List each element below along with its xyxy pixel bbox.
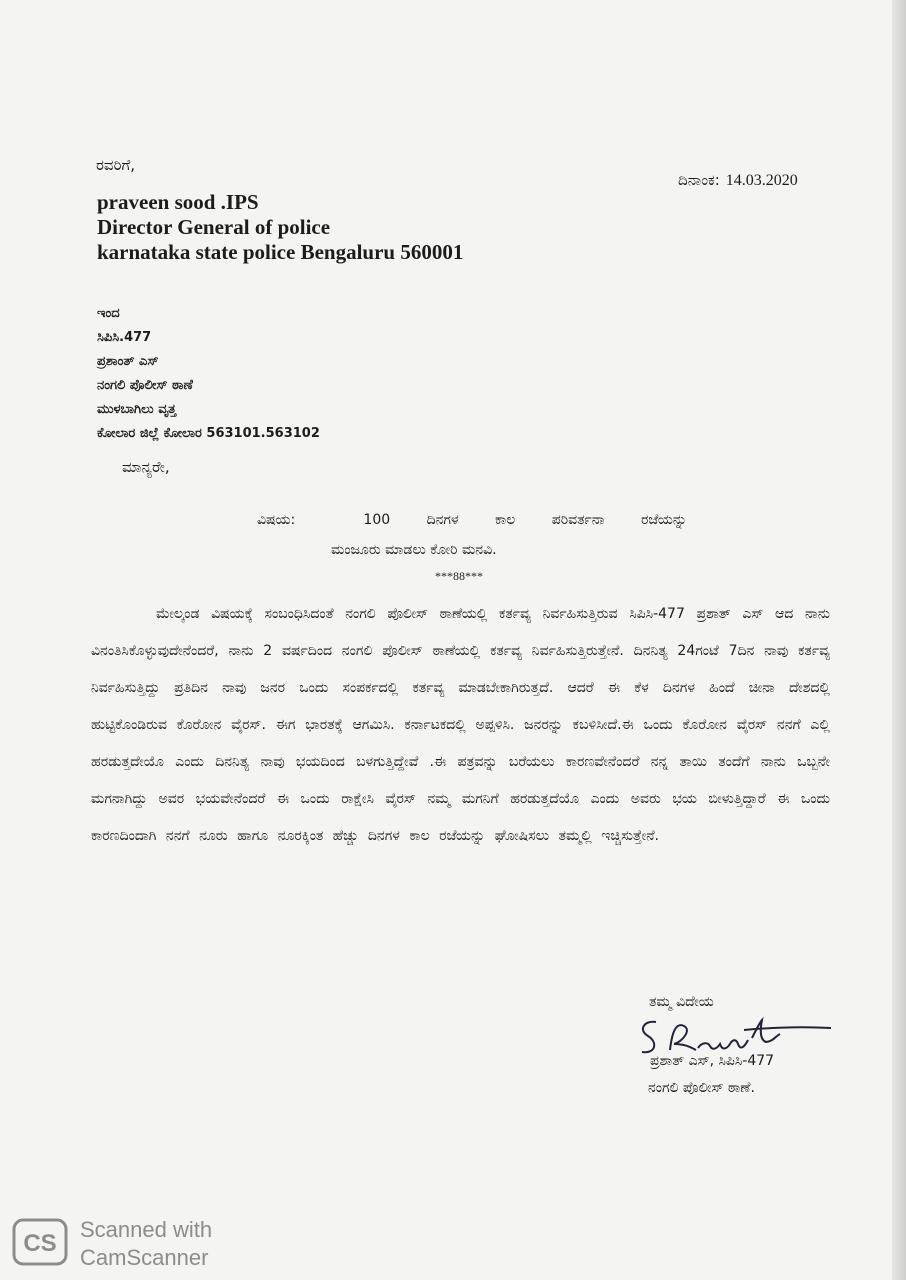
sender-district: ಕೋಲಾರ ಜಿಲ್ಲೆ ಕೋಲಾರ 563101.563102 xyxy=(97,426,320,441)
sender-circle: ಮುಳಬಾಗಿಲು ವೃತ್ತ xyxy=(97,402,177,417)
sender-station: ನಂಗಲಿ ಪೊಲೀಸ್ ಠಾಣೆ xyxy=(97,378,193,393)
sender-from-label: ಇಂದ xyxy=(97,306,120,321)
greeting: ಮಾನ್ಯರೇ, xyxy=(122,458,170,476)
camscanner-logo-text: CS xyxy=(23,1230,57,1257)
subject-word: ರಜೆಯನ್ನು xyxy=(640,512,687,528)
separator: ***88*** xyxy=(435,569,483,583)
subject-line-1 xyxy=(257,505,687,535)
signer-station: ನಂಗಲಿ ಪೊಲೀಸ್ ಠಾಣೆ. xyxy=(648,1080,755,1096)
scan-edge-shadow xyxy=(892,0,906,1280)
subject-block xyxy=(257,505,687,565)
addressee-designation: Director General of police xyxy=(97,215,331,239)
signer-name: ಪ್ರಶಾತ್ ಎಸ್, ಸಿಪಿಸಿ-477 xyxy=(650,1053,775,1069)
sender-id: ಸಿಪಿಸಿ.477 xyxy=(97,330,152,345)
subject-label: ವಿಷಯ: xyxy=(257,512,296,528)
date-label: ದಿನಾಂಕ: xyxy=(678,171,720,189)
subject-word: ಕಾಲ xyxy=(495,512,516,528)
addressee-name: praveen sood .IPS xyxy=(97,190,259,214)
scanner-watermark xyxy=(80,1216,212,1272)
subject-line-2: ಮಂಜೂರು ಮಾಡಲು ಕೋರಿ ಮನವಿ. xyxy=(331,542,497,558)
subject-word: 100 xyxy=(363,512,391,528)
subject-word: ಪರಿವರ್ತನಾ xyxy=(551,512,605,528)
sign-off: ತಮ್ಮ ವಿದೇಯ xyxy=(649,994,714,1010)
sender-block xyxy=(97,302,320,446)
date-line xyxy=(678,171,798,190)
camscanner-logo-icon xyxy=(12,1218,68,1266)
salutation: ರವರಿಗೆ, xyxy=(96,156,135,174)
watermark-line-2: CamScanner xyxy=(80,1245,209,1270)
watermark-line-1: Scanned with xyxy=(80,1217,213,1242)
sender-name: ಪ್ರಶಾಂತ್ ಎಸ್ xyxy=(97,354,159,369)
addressee-block xyxy=(97,190,463,265)
date-value: 14.03.2020 xyxy=(725,172,798,189)
addressee-address: karnataka state police Bengaluru 560001 xyxy=(97,240,464,264)
letter-body: ಮೇಲ್ಕಂಡ ವಿಷಯಕ್ಕೆ ಸಂಬಂಧಿಸಿದಂತೆ ನಂಗಲಿ ಪೊಲೀಸ್ ಠಾಣೆಯಲ್ಲಿ ಕರ್ತವ್ಯ ನಿರ್ವಹಿಸುತ್ತಿರುವ ಸಿಪಿಸಿ-477 ಪ್ರಶಾತ್ ಎಸ್ ಆದ ನಾನು ವಿನಂತಿಸಿಕೊಳ್ಳುವುದೇನೆಂದರೆ, ನಾನು 2 ವರ್ಷದಿಂದ ನಂಗಲಿ ಪೊಲೀಸ್ ಠಾಣೆಯಲ್ಲಿ ಕರ್ತವ್ಯ ನಿರ್ವಹಿಸುತ್ತಿರುತ್ತೇನೆ. ದಿನನಿತ್ಯ 24ಗಂಟೆ 7ದಿನ ನಾವು ಕರ್ತವ್ಯ ನಿರ್ವಹಿಸುತ್ತಿದ್ದು ಪ್ರತಿದಿನ ನಾವು ಜನರ ಒಂದು ಸಂಪರ್ಕದಲ್ಲಿ ಕರ್ತವ್ಯ ಮಾಡಬೇಕಾಗಿರುತ್ತದೆ. ಆದರೆ ಈ ಕೆಳ ದಿನಗಳ ಹಿಂದೆ ಚೀನಾ ದೇಶದಲ್ಲಿ ಹುಟ್ಟಿಕೊಂಡಿರುವ ಕೊರೋನ ವೈರಸ್. ಈಗ ಭಾರತಕ್ಕೆ ಆಗಮಿಸಿ. ಕರ್ನಾಟಕದಲ್ಲಿ ಅಪ್ಪಳಿಸಿ. ಜನರನ್ನು ಕಬಳಿಸೀದೆ.ಈ ಒಂದು ಕೊರೋನ ವೈರಸ್ ನನಗೆ ಎಲ್ಲಿ ಹರಡುತ್ತದೇಯೊ ಎಂದು ದಿನನಿತ್ಯ ನಾವು ಭಯದಿಂದ ಬಳಗುತ್ತಿದ್ದೇವೆ .ಈ ಪತ್ರವನ್ನು ಬರೆಯಲು ಕಾರಣವೇನೆಂದರೆ ನನ್ನ ತಾಯಿ ತಂದೆಗೆ ನಾನು ಒಬ್ಬನೇ ಮಗನಾಗಿದ್ದು ಅವರ ಭಯವೇನೆಂದರೆ ಈ ಒಂದು ರಾಕ್ಷೇಸಿ ವೈರಸ್ ನಮ್ಮ ಮಗನಿಗೆ ಹರಡುತ್ತದೆಯೊ ಎಂದು ಅವರು ಭಯ ಬೀಳುತ್ತಿದ್ದಾರೆ ಈ ಒಂದು ಕಾರಣದಿಂದಾಗಿ ನನಗೆ ನೂರು ಹಾಗೂ ನೂರಕ್ಕಿಂತ ಹೆಚ್ಚು ದಿನಗಳ ಕಾಲ ರಜೆಯನ್ನು ಘೋಷಿಸಲು ತಮ್ಮಲ್ಲಿ ಇಚ್ಚಿಸುತ್ತೇನೆ. xyxy=(91,606,830,844)
subject-word: ದಿನಗಳ xyxy=(426,512,459,528)
